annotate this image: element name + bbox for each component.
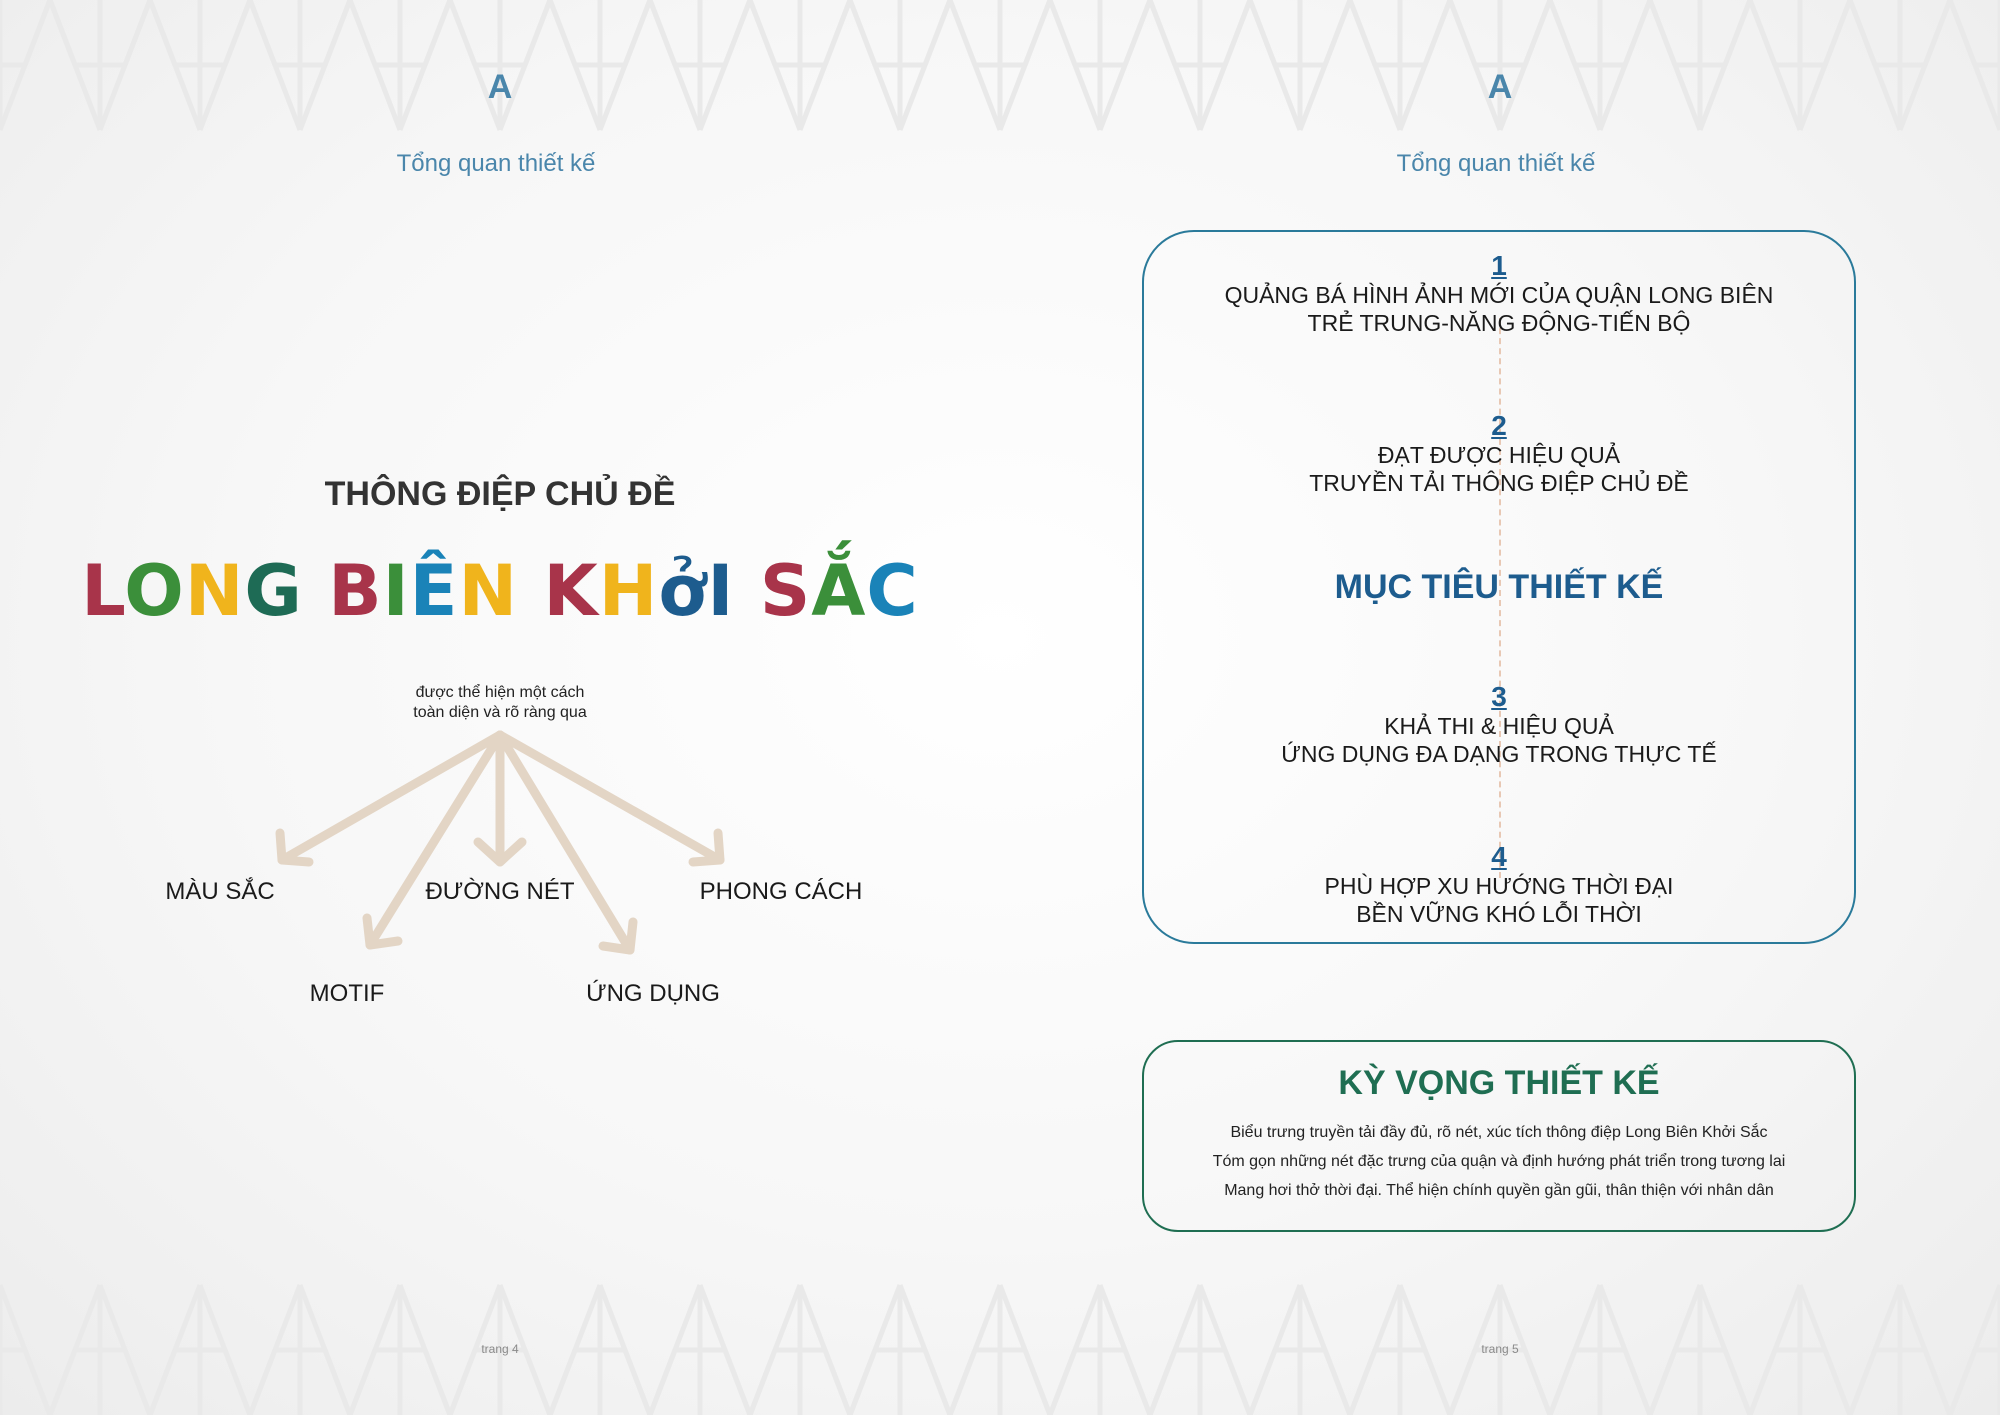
title-letter <box>303 550 328 632</box>
arrow-to-duong-net <box>478 735 522 862</box>
goal-line-1: ĐẠT ĐƯỢC HIỆU QUẢ <box>1377 442 1621 468</box>
theme-label: THÔNG ĐIỆP CHỦ ĐỀ <box>324 475 676 513</box>
title-letter: B <box>328 550 383 632</box>
title-letter: O <box>124 550 185 632</box>
title-letter: H <box>598 550 659 632</box>
goal-number: 3 <box>1491 681 1507 712</box>
arrow-to-mau-sac <box>280 735 500 862</box>
goal-line-1: PHÙ HỢP XU HƯỚNG THỜI ĐẠI <box>1324 873 1674 899</box>
title-letter: Ắ <box>811 550 867 632</box>
goal-line-2: TRUYỀN TẢI THÔNG ĐIỆP CHỦ ĐỀ <box>1309 470 1689 496</box>
branch-ung-dung: ỨNG DỤNG <box>586 980 720 1007</box>
title-letter: C <box>866 550 919 632</box>
arrow-to-phong-cach <box>500 735 720 862</box>
title-letter <box>518 550 543 632</box>
branch-motif: MOTIF <box>309 980 385 1007</box>
title-letter: ở <box>658 550 708 632</box>
title-letter: N <box>184 550 245 632</box>
long-bien-khoi-sac-title <box>0 550 1000 632</box>
goal-item <box>1142 682 1856 768</box>
goal-line-2: TRẺ TRUNG-NĂNG ĐỘNG-TIẾN BỘ <box>1307 310 1691 336</box>
expectation-line: Biểu trưng truyền tải đầy đủ, rõ nét, xúc tích thông điệp Long Biên Khởi Sắc <box>1230 1124 1768 1141</box>
goal-line-1: KHẢ THI & HIỆU QUẢ <box>1384 713 1614 739</box>
goals-heading: MỤC TIÊU THIẾT KẾ <box>1334 568 1664 606</box>
title-letter: K <box>543 550 599 632</box>
intro-line-2: toàn diện và rõ ràng qua <box>413 704 587 721</box>
arrow-to-ung-dung <box>500 735 633 950</box>
arrow-to-motif <box>367 735 500 945</box>
goal-line-1: QUẢNG BÁ HÌNH ẢNH MỚI CỦA QUẬN LONG BIÊN <box>1224 282 1774 308</box>
goal-item <box>1142 842 1856 928</box>
branch-duong-net: ĐƯỜNG NÉT <box>425 878 575 905</box>
goal-item <box>1142 411 1856 497</box>
page-number: trang 4 <box>481 1342 519 1356</box>
expectation-title: KỲ VỌNG THIẾT KẾ <box>1338 1064 1660 1102</box>
title-letter: G <box>244 550 303 632</box>
section-letter: A <box>487 68 513 106</box>
goal-item <box>1142 251 1856 337</box>
goal-line-2: BỀN VỮNG KHÓ LỖI THỜI <box>1356 901 1642 927</box>
page-number: trang 5 <box>1481 1342 1519 1356</box>
intro-text <box>350 683 650 723</box>
expectation-line: Mang hơi thở thời đại. Thể hiện chính quyền gần gũi, thân thiện với nhân dân <box>1224 1182 1774 1199</box>
title-letter: I <box>382 550 410 632</box>
intro-line-1: được thể hiện một cách <box>415 684 585 701</box>
section-title: Tổng quan thiết kế <box>396 150 596 177</box>
goal-number: 1 <box>1491 250 1507 281</box>
branch-mau-sac: MÀU SẮC <box>165 878 275 905</box>
branch-phong-cach: PHONG CÁCH <box>699 878 863 905</box>
title-letter: L <box>81 550 125 632</box>
right-page <box>1000 0 2000 1415</box>
goal-line-2: ỨNG DỤNG ĐA DẠNG TRONG THỰC TẾ <box>1281 741 1717 767</box>
title-letter: Ê <box>409 550 459 632</box>
section-letter: A <box>1487 68 1513 106</box>
title-letter <box>734 550 759 632</box>
title-letter: I <box>707 550 735 632</box>
title-letter: N <box>458 550 519 632</box>
goal-number: 2 <box>1491 410 1507 441</box>
title-letter: S <box>759 550 812 632</box>
section-title: Tổng quan thiết kế <box>1396 150 1596 177</box>
expectation-line: Tóm gọn những nét đặc trưng của quận và định hướng phát triển trong tương lai <box>1212 1153 1786 1170</box>
goal-number: 4 <box>1491 841 1507 872</box>
